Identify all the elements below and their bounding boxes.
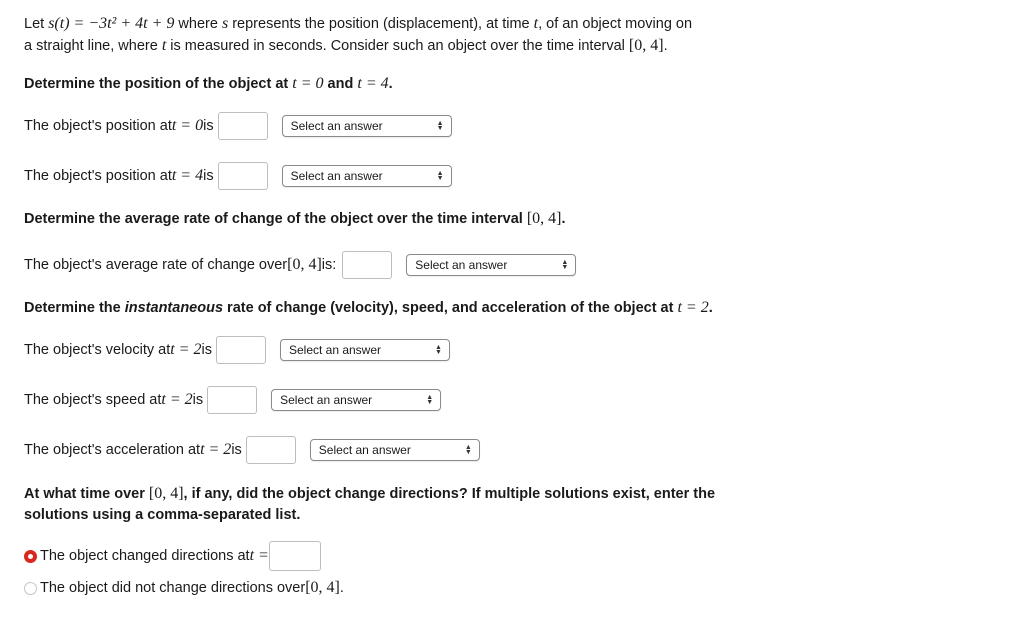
section-heading-direction-change: At what time over [0, 4], if any, did the object change directions? If multiple solutions exist, enter the solutions using a comma-separated list. xyxy=(24,485,716,523)
position-t0-unit-select[interactable]: Select an answer ▲ ▼ xyxy=(282,115,452,137)
speed-input[interactable] xyxy=(207,386,257,414)
position-t4-row: The object's position at t = 4 is Select an answer ▲ ▼ xyxy=(24,160,452,192)
acceleration-unit-select[interactable]: Select an answer ▲ ▼ xyxy=(310,439,480,461)
position-t4-unit-select[interactable]: Select an answer ▲ ▼ xyxy=(282,165,452,187)
direction-change-times-input[interactable] xyxy=(269,541,321,571)
position-t0-row: The object's position at t = 0 is Select an answer ▲ ▼ xyxy=(24,110,452,142)
select-arrows-icon: ▲ ▼ xyxy=(426,394,434,406)
speed-row: The object's speed at t = 2 is Select an answer ▲ ▼ xyxy=(24,384,441,416)
speed-unit-select[interactable]: Select an answer ▲ ▼ xyxy=(271,389,441,411)
average-rate-input[interactable] xyxy=(342,251,392,279)
position-t0-input[interactable] xyxy=(218,112,268,140)
intro-line-2: a straight line, where t is measured in seconds. Consider such an object over the time interval [0, 4]. xyxy=(24,37,668,54)
section-heading-position: Determine the position of the object at t = 0 and t = 4. xyxy=(24,75,393,92)
section-heading-instantaneous: Determine the instantaneous rate of change (velocity), speed, and acceleration of the object at t = 2. xyxy=(24,299,713,316)
position-t4-input[interactable] xyxy=(218,162,268,190)
section-heading-average-rate: Determine the average rate of change of the object over the time interval [0, 4]. xyxy=(24,210,566,227)
average-rate-unit-select[interactable]: Select an answer ▲ ▼ xyxy=(406,254,576,276)
option-changed-directions[interactable]: The object changed directions at t = xyxy=(24,541,321,571)
radio-selected-icon[interactable] xyxy=(24,550,37,563)
velocity-unit-select[interactable]: Select an answer ▲ ▼ xyxy=(280,339,450,361)
select-arrows-icon: ▲ ▼ xyxy=(435,344,442,356)
acceleration-row: The object's acceleration at t = 2 is Select an answer ▲ ▼ xyxy=(24,434,480,466)
select-arrows-icon: ▲ ▼ xyxy=(436,170,444,182)
intro-line-1: Let s(t) = −3t² + 4t + 9 where s represents the position (displacement), at time t, of an object moving on xyxy=(24,15,693,32)
select-arrows-icon: ▲ ▼ xyxy=(464,444,472,456)
velocity-input[interactable] xyxy=(216,336,266,364)
average-rate-row: The object's average rate of change over [0, 4] is: Select an answer ▲ ▼ xyxy=(24,249,576,281)
problem-intro xyxy=(24,13,692,57)
velocity-row: The object's velocity at t = 2 is Select an answer ▲ ▼ xyxy=(24,334,450,366)
option-not-changed-directions[interactable]: The object did not change directions over [0, 4] . xyxy=(24,578,344,598)
position-function: s(t) = −3t² + 4t + 9 xyxy=(48,15,175,32)
acceleration-input[interactable] xyxy=(246,436,296,464)
radio-unselected-icon[interactable] xyxy=(24,582,37,595)
select-arrows-icon: ▲ ▼ xyxy=(436,120,444,132)
select-arrows-icon: ▲ ▼ xyxy=(561,259,569,271)
